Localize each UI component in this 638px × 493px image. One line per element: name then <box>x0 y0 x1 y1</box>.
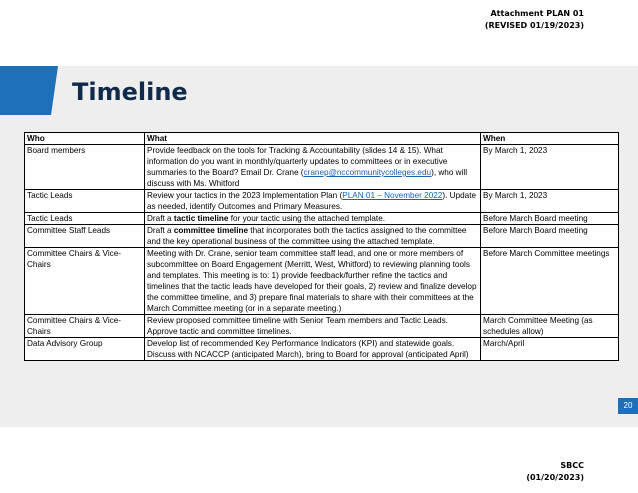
cell-who: Tactic Leads <box>25 190 145 213</box>
cell-what: Review proposed committee timeline with Senior Team members and Tactic Leads. Approve tactic and committee timelines. <box>145 315 481 338</box>
table-row <box>25 248 619 315</box>
table-row <box>25 338 619 361</box>
cell-text: Draft a <box>147 226 174 235</box>
cell-emphasis: tactic timeline <box>173 214 229 223</box>
title-accent-bar <box>0 66 58 115</box>
cell-text: that incorporates both the tactics assigned to the committee and the key operational business of the committee using the attached template. <box>147 226 467 246</box>
cell-when: March Committee Meeting (as schedules allow) <box>481 315 619 338</box>
header-who: Who <box>25 133 145 145</box>
cell-text: ), who will discuss with Ms. Whitford <box>147 168 468 188</box>
footer-org: SBCC <box>560 461 584 470</box>
cell-emphasis: committee timeline <box>173 226 249 235</box>
cell-when: March/April <box>481 338 619 361</box>
cell-what: Develop list of recommended Key Performance Indicators (KPI) and statewide goals. Discuss with NCACCP (anticipated March), bring to Board for approval (anticipated April) <box>145 338 481 361</box>
attachment-revision: (REVISED 01/19/2023) <box>484 21 584 30</box>
cell-what <box>145 145 481 190</box>
table-row <box>25 315 619 338</box>
table-row <box>25 190 619 213</box>
cell-what: Meeting with Dr. Crane, senior team committee staff lead, and one or more members of subcommittee on Board Engagement (Merritt, West, Whitford) to reviewing planning tools and templates. This meeting is to: 1) provide feedback/further refine the tactics and timelines that the tactic leads have developed for their goals, 2) review and finalize develop the committee timeline, and 3) prepare final materials to share with their committees at the March Committee meeting (or in a separate meeting.) <box>145 248 481 315</box>
table-row <box>25 225 619 248</box>
cell-who: Committee Staff Leads <box>25 225 145 248</box>
cell-text: Provide feedback on the tools for Tracking & Accountability (slides 14 & 15). What information do you want in monthly/quarterly updates to committees or in executive summaries to the Board? Email Dr. Crane ( <box>147 146 448 177</box>
email-link[interactable]: cranep@nccommunitycolleges.edu <box>303 168 432 177</box>
cell-text: ). Update as needed, identify Outcomes and Primary Measures. <box>147 191 477 211</box>
cell-who: Committee Chairs & Vice-Chairs <box>25 315 145 338</box>
cell-text: for your tactic using the attached template. <box>228 214 386 223</box>
cell-when: By March 1, 2023 <box>481 145 619 190</box>
attachment-id: Attachment PLAN 01 <box>490 9 584 18</box>
cell-text: Draft a <box>147 214 174 223</box>
cell-who: Board members <box>25 145 145 190</box>
cell-text: Review your tactics in the 2023 Implementation Plan ( <box>147 191 343 200</box>
page-number-badge: 20 <box>618 398 638 414</box>
footer-label <box>526 460 584 484</box>
table-row <box>25 145 619 190</box>
header-what: What <box>145 133 481 145</box>
footer-date: (01/20/2023) <box>526 473 584 482</box>
cell-what <box>145 190 481 213</box>
page-title: Timeline <box>72 78 188 106</box>
slide <box>0 66 638 427</box>
cell-who: Data Advisory Group <box>25 338 145 361</box>
table-header-row <box>25 133 619 145</box>
cell-what <box>145 225 481 248</box>
attachment-label <box>485 8 584 32</box>
timeline-table <box>24 132 619 361</box>
plan-link[interactable]: PLAN 01 – November 2022 <box>342 191 443 200</box>
header-when: When <box>481 133 619 145</box>
cell-who: Committee Chairs & Vice-Chairs <box>25 248 145 315</box>
cell-when: Before March Committee meetings <box>481 248 619 315</box>
cell-when: Before March Board meeting <box>481 225 619 248</box>
cell-when: Before March Board meeting <box>481 213 619 225</box>
table-row <box>25 213 619 225</box>
cell-who: Tactic Leads <box>25 213 145 225</box>
cell-when: By March 1, 2023 <box>481 190 619 213</box>
cell-what <box>145 213 481 225</box>
